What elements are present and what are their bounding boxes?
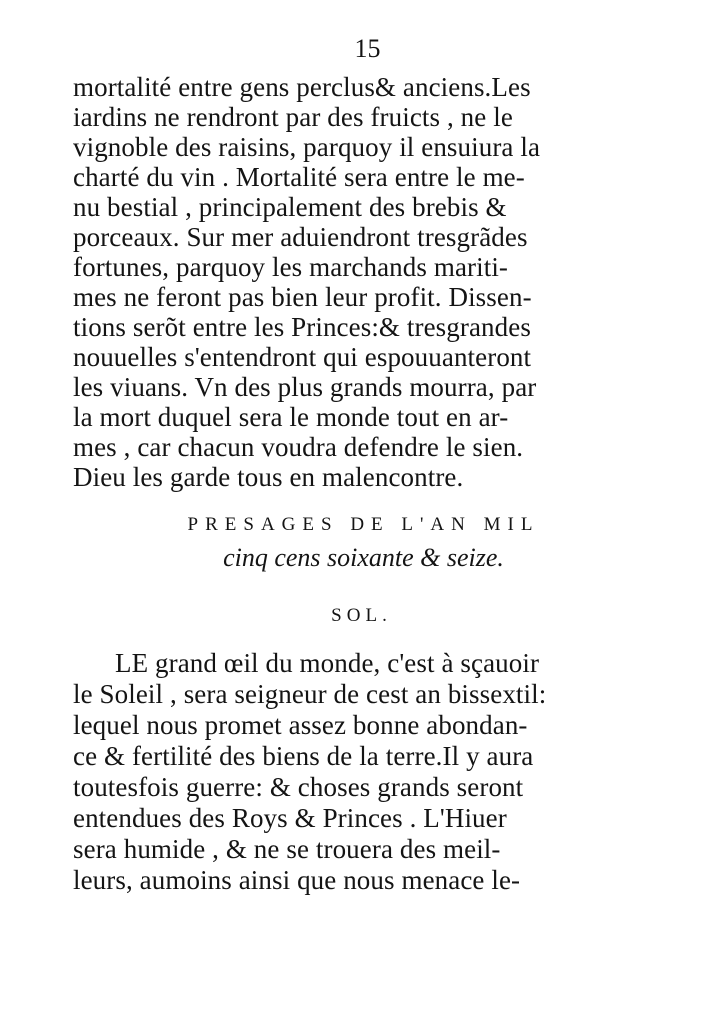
paragraph-continuation (73, 72, 593, 492)
paragraph-sol (73, 648, 593, 896)
text-line: le Soleil , sera seigneur de cest an bissextil: (73, 679, 547, 709)
text-line: nouuelles s'entendront qui espouuanteront (73, 342, 532, 372)
text-line: fortunes, parquoy les marchands mariti- (73, 252, 509, 282)
text-line: entendues des Roys & Princes . L'Hiuer (73, 803, 507, 833)
text-line: charté du vin . Mortalité sera entre le me- (73, 162, 525, 192)
text-line: LE grand œil du monde, c'est à sçauoir (115, 648, 540, 678)
text-line: sera humide , & ne se trouera des meil- (73, 834, 501, 864)
text-line: mes , car chacun voudra defendre le sien. (73, 432, 524, 462)
text-line: mortalité entre gens perclus& anciens.Les (73, 72, 531, 102)
text-line: Dieu les garde tous en malencontre. (73, 462, 464, 492)
text-line: la mort duquel sera le monde tout en ar- (73, 402, 509, 432)
text-line: porceaux. Sur mer aduiendront tresgrãdes (73, 222, 528, 252)
text-line: mes ne feront pas bien leur profit. Dissen- (73, 282, 532, 312)
text-line: vignoble des raisins, parquoy il ensuiura la (73, 132, 541, 162)
text-line: lequel nous promet assez bonne abondan- (73, 710, 528, 740)
text-line: toutesfois guerre: & choses grands seront (73, 772, 524, 802)
section-title: SOL. (331, 605, 392, 626)
text-line: tions serõt entre les Princes:& tresgrandes (73, 312, 531, 342)
text-line: ce & fertilité des biens de la terre.Il y aura (73, 741, 534, 771)
text-line: leurs, aumoins ainsi que nous menace le- (73, 865, 521, 895)
section-heading-caps: PRESAGES DE L'AN MIL (187, 514, 540, 535)
section-heading-italic: cinq cens soixante & seize. (223, 543, 504, 572)
page-number: 15 (354, 34, 381, 63)
text-line: nu bestial , principalement des brebis & (73, 192, 507, 222)
text-line: les viuans. Vn des plus grands mourra, par (73, 372, 537, 402)
text-line: iardins ne rendront par des fruicts , ne le (73, 102, 513, 132)
